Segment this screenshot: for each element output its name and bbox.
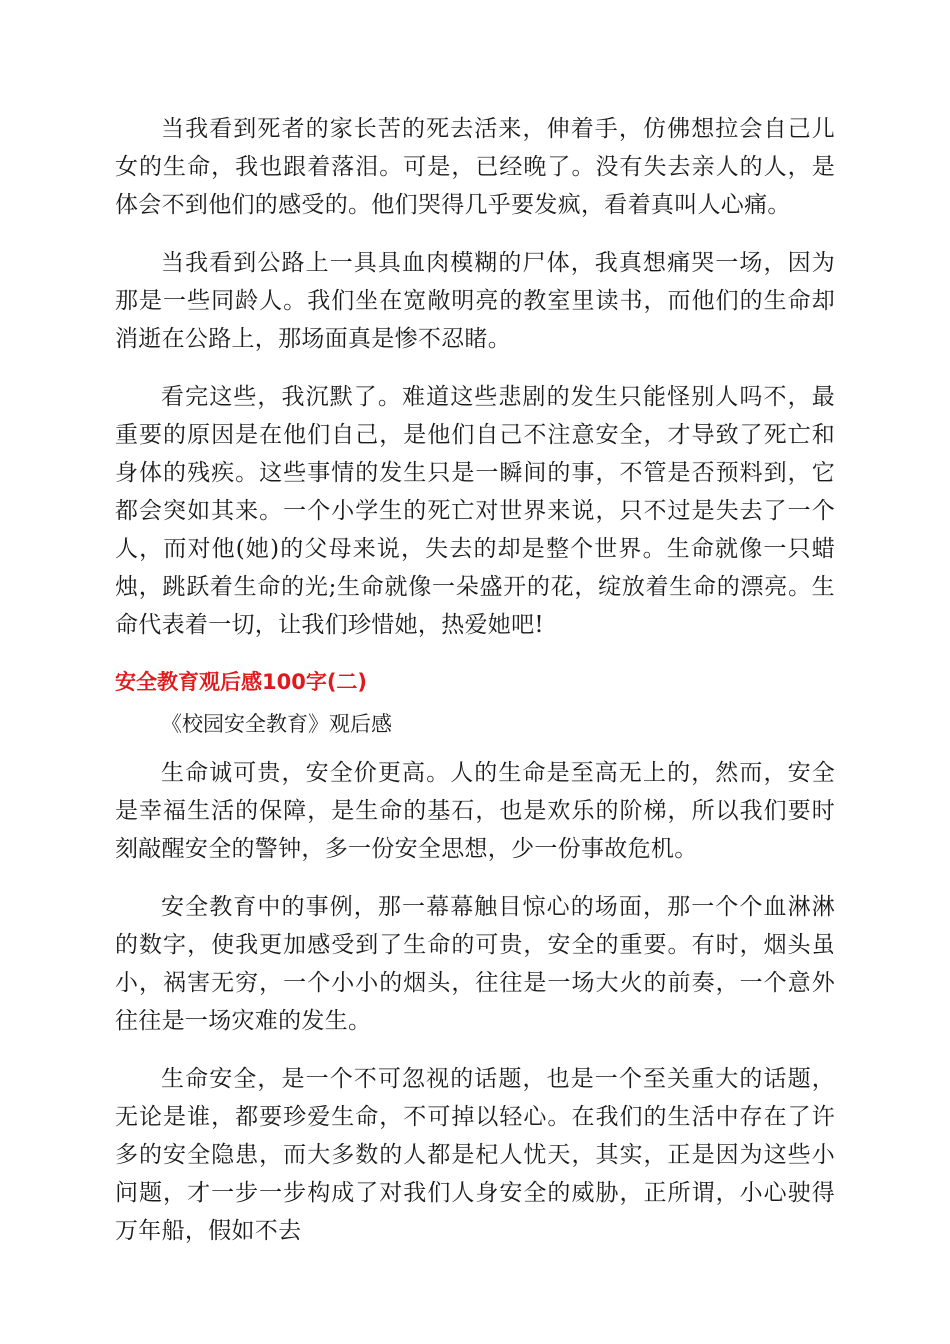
document-page	[115, 110, 835, 1270]
paragraph-road-accident: 当我看到公路上一具具血肉模糊的尸体，我真想痛哭一场，因为那是一些同龄人。我们坐在宽敞明亮的教室里读书，而他们的生命却消逝在公路上，那场面真是惨不忍睹。	[115, 250, 835, 352]
paragraph-safety-topic: 生命安全，是一个不可忽视的话题，也是一个至关重大的话题，无论是谁，都要珍爱生命，不可掉以轻心。在我们的生活中存在了许多的安全隐患，而大多数的人都是杞人忧天，其实，正是因为这些小问题，才一步一步构成了对我们人身安全的威胁，正所谓，小心驶得万年船，假如不去	[115, 1066, 835, 1244]
section-title: 安全教育观后感100字(二)	[115, 670, 368, 694]
paragraph-reflection: 看完这些，我沉默了。难道这些悲剧的发生只能怪别人吗不，最重要的原因是在他们自己，是他们自己不注意安全，才导致了死亡和身体的残疾。这些事情的发生只是一瞬间的事，不管是否预料到，它都会突如其来。一个小学生的死亡对世界来说，只不过是失去了一个人，而对他(她)的父母来说，失去的却是整个世界。生命就像一只蜡烛，跳跃着生命的光;生命就像一朵盛开的花，绽放着生命的漂亮。生命代表着一切，让我们珍惜她，热爱她吧!	[115, 384, 835, 638]
paragraph-education-examples: 安全教育中的事例，那一幕幕触目惊心的场面，那一个个血淋淋的数字，使我更加感受到了生命的可贵，安全的重要。有时，烟头虽小，祸害无穷，一个小小的烟头，往往是一场大火的前奏，一个意外往往是一场灾难的发生。	[115, 894, 835, 1034]
paragraph-parents-grief: 当我看到死者的家长苦的死去活来，伸着手，仿佛想拉会自己儿女的生命，我也跟着落泪。可是，已经晚了。没有失去亲人的人，是体会不到他们的感受的。他们哭得几乎要发疯，看着真叫人心痛。	[115, 116, 835, 218]
section-subtitle: 《校园安全教育》观后感	[161, 712, 392, 736]
paragraph-life-safety: 生命诚可贵，安全价更高。人的生命是至高无上的，然而，安全是幸福生活的保障，是生命的基石，也是欢乐的阶梯，所以我们要时刻敲醒安全的警钟，多一份安全思想，少一份事故危机。	[115, 760, 835, 862]
